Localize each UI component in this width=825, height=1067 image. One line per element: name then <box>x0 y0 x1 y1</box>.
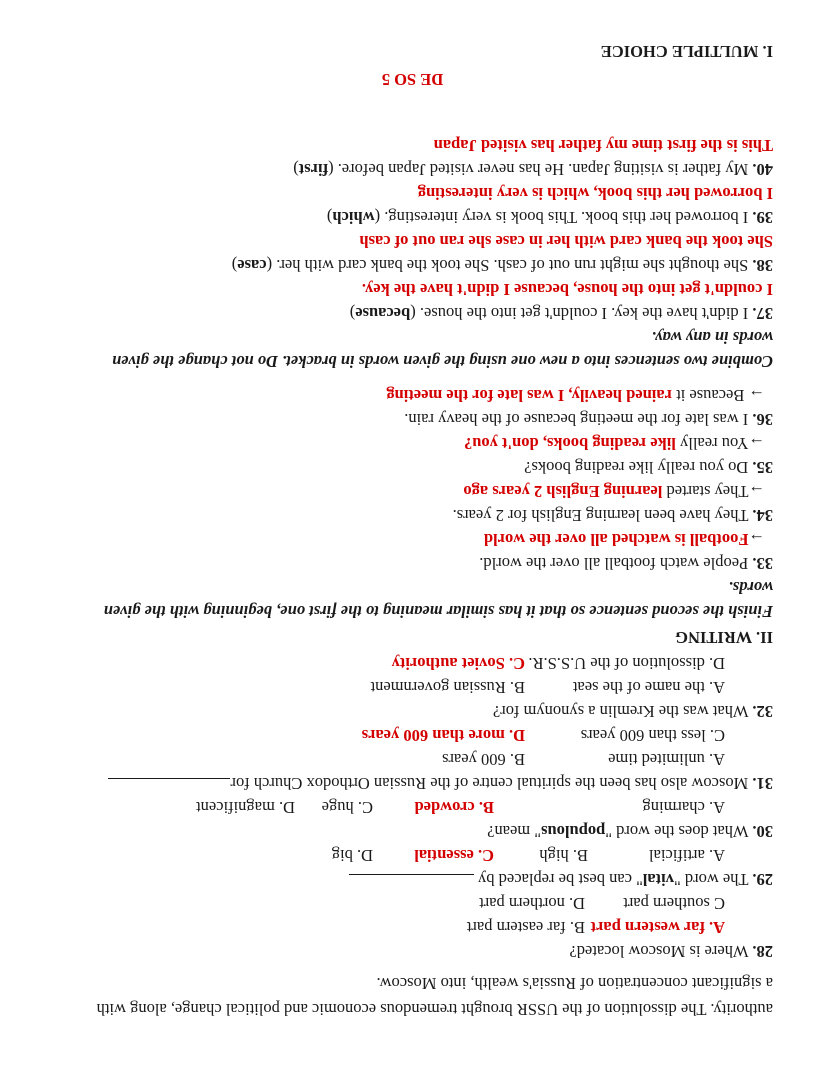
arrow-icon: → <box>748 530 765 549</box>
keyword: populous <box>541 822 606 841</box>
arrow-icon: → <box>748 482 765 501</box>
option-a-answer: A. far western part <box>590 918 725 937</box>
question-30 <box>487 821 773 841</box>
question-text: " mean? <box>487 822 542 841</box>
question-text: What does the word " <box>605 822 753 841</box>
option-b: B. Russian government <box>370 678 525 697</box>
item-39: 39. I borrowed her this book. This book is very interesting. (which) <box>326 208 773 227</box>
answer-38: She took the bank card with her in case she ran out of cash <box>359 232 773 251</box>
answer-blank <box>349 874 474 889</box>
option-d: D. magnificent <box>196 798 295 817</box>
option-a: A. artificial <box>648 846 725 865</box>
option-a: A. the name of the seat <box>572 678 725 697</box>
question-text: " can best be replaced by <box>478 870 643 889</box>
section-heading-multiple-choice: I. MULTIPLE CHOICE <box>600 42 773 61</box>
question-text: Where is Moscow located? <box>569 942 753 961</box>
test-code: DE SO 5 <box>381 70 444 89</box>
answer-39: I borrowed her this book, which is very interesting <box>417 184 773 203</box>
option-b-answer: B. crowded <box>414 798 494 817</box>
instruction-line: Finish the second sentence so that it has similar meaning to the first one, beginning with the given <box>103 602 773 621</box>
answer-blank <box>108 778 230 793</box>
answer-35: →You really like reading books, don't you? <box>463 434 765 453</box>
item-36: 36. I was late for the meeting because of the heavy rain. <box>404 410 773 429</box>
question-31 <box>108 773 773 793</box>
question-number: 31. <box>752 774 773 793</box>
section-heading-writing: II. WRITING <box>675 628 773 647</box>
instruction-line: words in any way. <box>651 328 773 347</box>
answer-40: This is the first time my father has visited Japan <box>433 136 773 155</box>
item-33: 33. People watch football all over the world. <box>479 554 773 573</box>
option-c: C southern part <box>623 894 725 913</box>
question-text: Moscow also has been the spiritual centre of the Russian Orthodox Church for <box>230 774 753 793</box>
question-28 <box>569 941 773 961</box>
option-d: D. dissolution of the U.S.S.R. <box>528 654 725 673</box>
passage-line: authority. The dissolution of the USSR brought tremendous economic and political change, along with <box>96 1000 773 1019</box>
option-c-answer: C. essential <box>414 846 494 865</box>
option-d-answer: D. more than 600 years <box>361 726 525 745</box>
answer-37: I couldn't get into the house, because I didn't have the key. <box>361 280 773 299</box>
answer-34: →They started learning English 2 years ago <box>463 482 765 501</box>
option-d: D. northern part <box>479 894 585 913</box>
option-c: C. less than 600 years <box>580 726 725 745</box>
option-a: A. unlimited time <box>608 750 725 769</box>
keyword: vital <box>642 870 674 889</box>
question-number: 28. <box>752 942 773 961</box>
question-29 <box>349 869 773 889</box>
answer-36: → Because it rained heavily, I was late for the meeting <box>386 386 765 405</box>
option-b: B. 600 years <box>442 750 525 769</box>
instruction-line: Combine two sentences into a new one using the given words in bracket. Do not change the given <box>112 352 773 371</box>
question-number: 32. <box>752 702 773 721</box>
item-34: 34. They have been learning English for 2 years. <box>452 506 773 525</box>
item-37: 37. I didn't have the key. I couldn't get into the house. (because) <box>349 304 773 323</box>
question-number: 30. <box>752 822 773 841</box>
option-a: A. charming <box>642 798 725 817</box>
item-35: 35. Do you really like reading books? <box>524 458 773 477</box>
option-d: D. big <box>331 846 373 865</box>
item-38: 38. She thought she might run out of cash. She took the bank card with her. (case) <box>231 256 773 275</box>
option-b: B. high <box>539 846 588 865</box>
option-b: B. far eastern part <box>466 918 585 937</box>
option-c: C. huge <box>321 798 373 817</box>
answer-33: →Football is watched all over the world <box>483 530 765 549</box>
item-40: 40. My father is visiting Japan. He has never visited Japan before. (first) <box>293 160 773 179</box>
instruction-line: words. <box>728 578 773 597</box>
question-text: The word " <box>674 870 753 889</box>
arrow-icon: → <box>748 434 765 453</box>
question-number: 29. <box>752 870 773 889</box>
question-32 <box>493 701 773 721</box>
arrow-icon: → <box>748 386 765 405</box>
question-text: What was the Kremlin a synonym for? <box>492 702 753 721</box>
option-c-answer: C. Soviet authority <box>391 654 525 673</box>
passage-line: a significant concentration of Russia's wealth, into Moscow. <box>376 974 773 993</box>
